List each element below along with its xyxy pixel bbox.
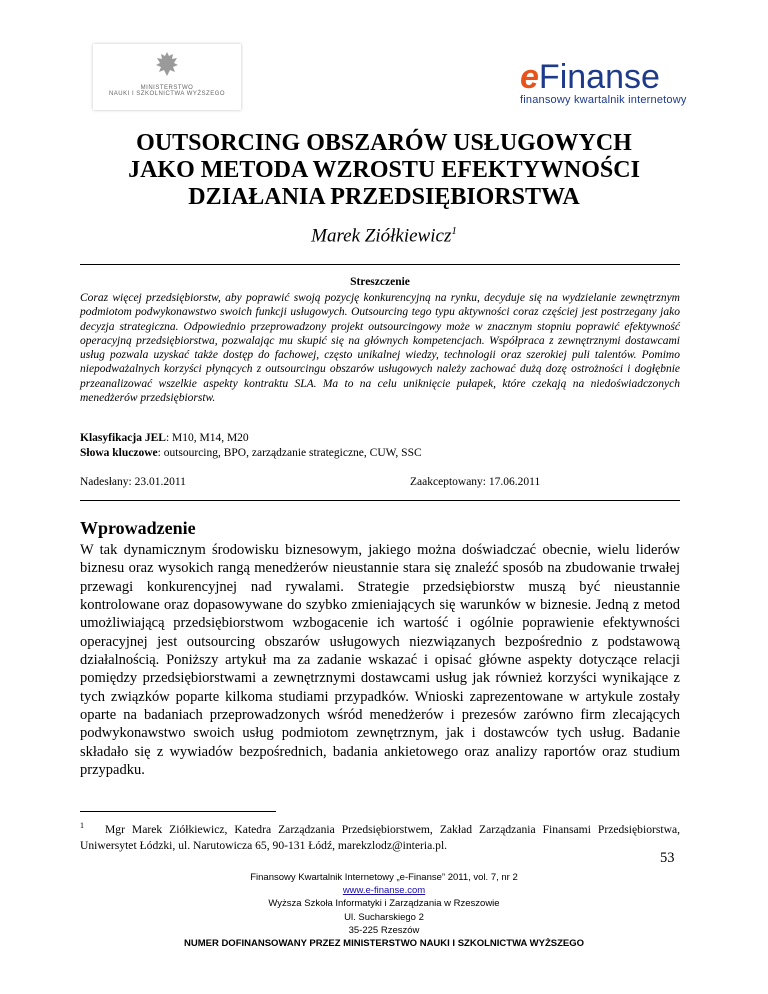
jel-label: Klasyfikacja JEL	[80, 432, 166, 444]
ministry-logo-line2: NAUKI I SZKOLNICTWA WYŻSZEGO	[108, 91, 226, 97]
footnote	[80, 818, 680, 854]
abstract-heading: Streszczenie	[350, 276, 410, 288]
footer-publisher: Wyższa Szkoła Informatyki i Zarządzania w Rzeszowie	[268, 898, 500, 910]
author	[60, 225, 708, 247]
footer-journal-line: Finansowy Kwartalnik Internetowy „e-Finanse” 2011, vol. 7, nr 2	[250, 872, 518, 883]
ministry-logo-line1: MINISTERSTWO	[140, 85, 194, 91]
efinanse-brand-rest: Finanse	[538, 58, 660, 96]
footnote-mark: 1	[80, 821, 84, 830]
intro-paragraph: W tak dynamicznym środowisku biznesowym, jakiego można doświadczać obecnie, wielu liderów biznesu oraz wysokich rangą menedżerów nieustannie stara się znaleźć sposób na zbudowanie trwałej przewagi konkurencyjnej nad rywalami. Strategie przedsiębiorstw muszą być nieustannie kontrolowane oraz dopasowywane do szybko zmieniających się warunków w biznesie. Jedną z metod umożliwiającą przedsiębiorstwom wzbogacenie ich wartość i ogólnie poprawienie efektywności operacyjnej jest outsourcing obszarów usługowych niezwiązanych bezpośrednio z podstawową działalnością. Poniższy artykuł ma za zadanie wskazać i opisać główne aspekty dotyczące relacji pomiędzy przedsiębiorstwami a zewnętrznymi dostawcami usług jak również korzyści wynikające z tych związków poparte kilkoma studiami przypadków. Wnioski zaprezentowane w artykule zostały oparte na badaniach przeprowadzonych wśród menedżerów i prezesów zarówno firm zlecających podwykonawstwo swoich usług podmiotom zewnętrznym, jak i dostawców tych usług. Badanie składało się z wywiadów bezpośrednich, badania ankietowego oraz analizy raportów oraz studium przypadku.	[80, 542, 680, 779]
efinanse-logo	[520, 58, 690, 118]
keywords	[80, 447, 422, 459]
footer-street: Ul. Sucharskiego 2	[344, 911, 424, 923]
title-line-3: DZIAŁANIA PRZEDSIĘBIORSTWA	[188, 184, 580, 210]
ministry-logo	[93, 44, 241, 110]
jel-value: : M10, M14, M20	[165, 432, 249, 444]
page-number: 53	[660, 850, 675, 866]
footer-journal-link[interactable]: www.e-finanse.com	[342, 885, 426, 897]
accepted-date: Zaakceptowany: 17.06.2011	[410, 476, 541, 488]
footer-city: 35-225 Rzeszów	[348, 924, 420, 936]
jel-classification	[80, 432, 249, 444]
keywords-value: : outsourcing, BPO, zarządzanie strategiczne, CUW, SSC	[157, 447, 422, 459]
title-line-1: OUTSORCING OBSZARÓW USŁUGOWYCH	[136, 130, 632, 156]
section-heading: Wprowadzenie	[80, 518, 196, 538]
efinanse-brand-e: e	[520, 58, 539, 96]
footnote-separator	[80, 811, 276, 812]
author-footnote-mark: 1	[451, 225, 457, 237]
keywords-label: Słowa kluczowe	[80, 447, 158, 459]
article-title	[60, 130, 708, 211]
footer-funding-note: NUMER DOFINANSOWANY PRZEZ MINISTERSTWO NAUKI I SZKOLNICTWA WYŻSZEGO	[183, 938, 585, 950]
title-line-2: JAKO METODA WZROSTU EFEKTYWNOŚCI	[128, 157, 640, 183]
divider-top	[80, 264, 680, 265]
footnote-text: Mgr Marek Ziółkiewicz, Katedra Zarządzania Przedsiębiorstwem, Zakład Zarządzania Finansami Przedsiębiorstwa, Uniwersytet Łódzki, ul. Narutowicza 65, 90-131 Łódź, marekzlodz@interia.pl.	[80, 822, 681, 852]
efinanse-tagline: finansowy kwartalnik internetowy	[520, 94, 687, 106]
efinanse-brand	[520, 58, 690, 96]
divider-bottom	[80, 500, 680, 501]
submitted-date: Nadesłany: 23.01.2011	[80, 476, 186, 488]
eagle-emblem-icon	[154, 50, 180, 78]
abstract-text: Coraz więcej przedsiębiorstw, aby poprawić swoją pozycję konkurencyjną na rynku, decyduje się na wydzielanie zewnętrznym podmiotom podwykonawstwo swoich funkcji usługowych. Outsourcing tego typu aktywności coraz częściej jest postrzegany jako decyzja strategiczna. Odpowiednio przeprowadzony projekt outsourcingowy może w znacznym stopniu poprawić efektywność operacyjną przedsiębiorstwa, pozwalając mu skupić się na głównych kompetencjach. Współpraca z zewnętrznymi dostawcami usług pozwala uzyskać także dostęp do fachowej, często unikalnej wiedzy, technologii oraz szerokiej puli talentów. Pomimo niepodważalnych korzyści płynących z outsourcingu obszarów usługowych należy zachować dużą dozę ostrożności i dogłębnie przeanalizować wszelkie aspekty kontraktu SLA. Ma to na celu uniknięcie pułapek, które czekają na niedoświadczonych menedżerów przedsiębiorstw.	[80, 292, 680, 405]
page-footer	[60, 871, 708, 950]
author-name: Marek Ziółkiewicz	[311, 225, 452, 247]
